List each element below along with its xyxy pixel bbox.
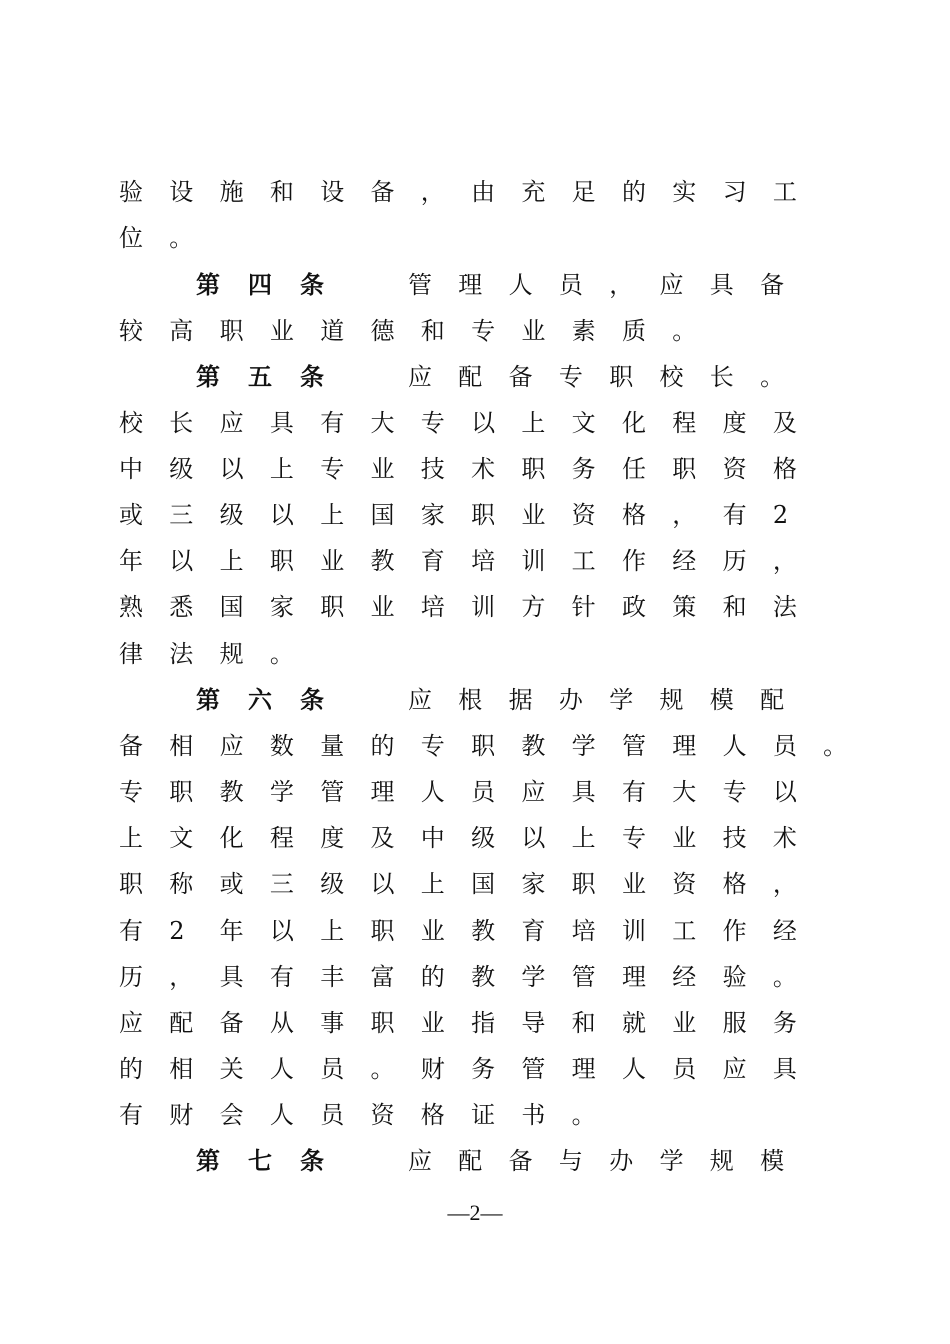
text-line: 有 财 会 人 员 资 格 证 书 。: [119, 1101, 596, 1129]
article-line: [196, 262, 810, 308]
article-text: 应 配 备 专 职 校 长 。: [408, 363, 785, 391]
article-heading: 第 七 条: [196, 1146, 324, 1175]
text-line: 年 以 上 职 业 教 育 培 训 工 作 经 历 ，: [119, 547, 797, 575]
text-line: 熟 悉 国 家 职 业 培 训 方 针 政 策 和 法: [119, 593, 797, 621]
text-line: 中 级 以 上 专 业 技 术 职 务 任 职 资 格: [119, 455, 797, 483]
text-line: 位 。: [119, 224, 194, 252]
text-line: 律 法 规 。: [119, 640, 294, 668]
text-line: 有 2 年 以 上 职 业 教 育 培 训 工 作 经: [119, 917, 797, 945]
text-line: 验 设 施 和 设 备 ， 由 充 足 的 实 习 工: [119, 178, 797, 206]
text-line: 历 ， 具 有 丰 富 的 教 学 管 理 经 验 。: [119, 963, 797, 991]
article-line: [196, 1138, 810, 1184]
article-line: [196, 354, 810, 400]
text-line: 职 称 或 三 级 以 上 国 家 职 业 资 格 ，: [119, 870, 797, 898]
text-line: 较 高 职 业 道 德 和 专 业 素 质 。: [119, 317, 697, 345]
article-line: [196, 677, 810, 723]
text-line: 的 相 关 人 员 。 财 务 管 理 人 员 应 具: [119, 1055, 797, 1083]
text-line: 上 文 化 程 度 及 中 级 以 上 专 业 技 术: [119, 824, 797, 852]
article-heading: 第 四 条: [196, 270, 324, 299]
article-text: 管 理 人 员 ， 应 具 备: [408, 271, 785, 299]
article-text: 应 配 备 与 办 学 规 模: [408, 1147, 785, 1175]
page-number: —2—: [447, 1200, 503, 1225]
article-heading: 第 五 条: [196, 362, 324, 391]
article-text: 应 根 据 办 学 规 模 配: [408, 686, 785, 714]
article-heading: 第 六 条: [196, 685, 324, 714]
text-line: 或 三 级 以 上 国 家 职 业 资 格 ， 有 2: [119, 501, 789, 529]
text-line: 校 长 应 具 有 大 专 以 上 文 化 程 度 及: [119, 409, 797, 437]
text-line: 应 配 备 从 事 职 业 指 导 和 就 业 服 务: [119, 1009, 797, 1037]
text-line: 专 职 教 学 管 理 人 员 应 具 有 大 专 以: [119, 778, 797, 806]
text-line: 备 相 应 数 量 的 专 职 教 学 管 理 人 员 。: [119, 732, 848, 760]
